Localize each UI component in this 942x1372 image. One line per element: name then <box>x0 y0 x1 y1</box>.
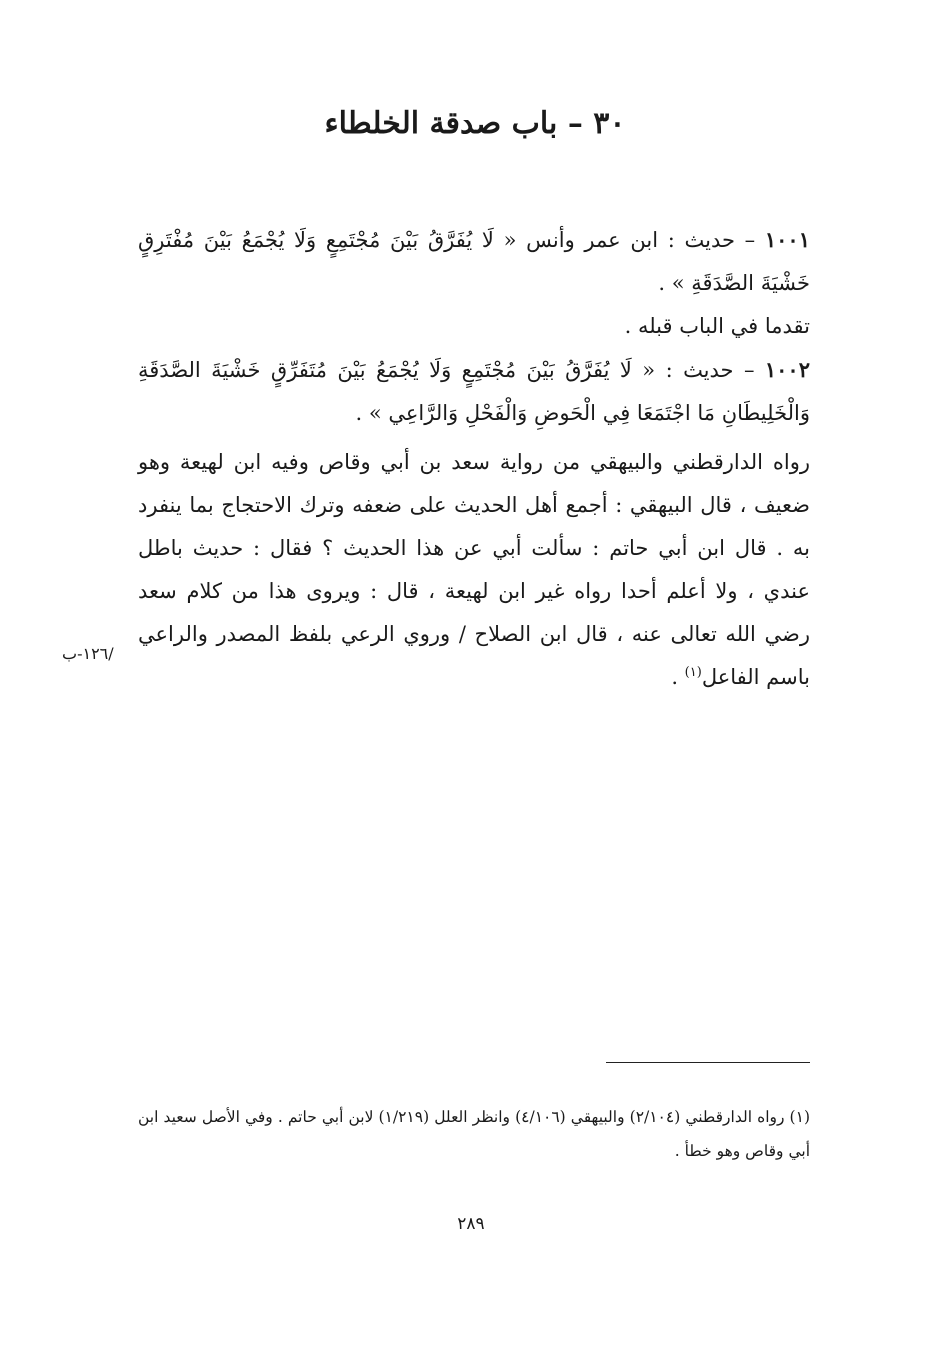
hadith-1001-note: تقدما في الباب قبله . <box>624 314 810 338</box>
footnote-reference: (١) <box>684 665 702 680</box>
hadith-1002 <box>138 348 810 435</box>
commentary-text: رواه الدارقطني والبيهقي من رواية سعد بن أبي وقاص وفيه ابن لهيعة وهو ضعيف ، قال البيهقي : أجمع أهل الحديث على ضعفه وترك الاحتجاج بما ينفرد به . قال ابن أبي حاتم : سألت أبي عن هذا الحديث ؟ فقال : حديث باطل عندي ، ولا أعلم أحدا رواه غير ابن لهيعة ، قال : ويروى هذا من كلام سعد رضي الله تعالى عنه ، قال ابن الصلاح / وروي الرعي بلفظ المصدر والراعي باسم الفاعل <box>138 450 810 689</box>
hadith-text: – حديث : « لَا يُفَرَّقُ بَيْنَ مُجْتَمِعٍ وَلَا يُجْمَعُ بَيْنَ مُتَفَرِّقٍ خَشْيَةَ الصَّدَقَةِ وَالْخَلِيطَانِ مَا اجْتَمَعَا فِي الْحَوضِ وَالْفَحْلِ وَالرَّاعِي » . <box>138 358 810 425</box>
commentary-end: . <box>671 665 685 689</box>
hadith-number: ١٠٠٢ <box>764 357 810 382</box>
main-text <box>138 218 810 699</box>
footnote-divider <box>606 1062 810 1063</box>
chapter-title: ٣٠ – باب صدقة الخلطاء <box>324 106 626 141</box>
hadith-1002-commentary <box>138 441 810 699</box>
footnotes <box>138 1100 810 1168</box>
hadith-1001 <box>138 218 810 305</box>
manuscript-folio-note: /١٢٦-ب <box>62 644 114 663</box>
footnote-1: (١) رواه الدارقطني (٢/١٠٤) والبيهقي (٤/١٠٦) وانظر العلل (١/٢١٩) لابن أبي حاتم . وفي الأصل سعيد ابن أبي وقاص وهو خطأ . <box>138 1108 810 1160</box>
hadith-text: – حديث : ابن عمر وأنس « لَا يُفَرَّقُ بَيْنَ مُجْتَمِعٍ وَلَا يُجْمَعُ بَيْنَ مُفْتَرِقٍ خَشْيَةَ الصَّدَقَةِ » . <box>138 228 810 295</box>
hadith-number: ١٠٠١ <box>764 227 810 252</box>
page-number: ٢٨٩ <box>457 1214 485 1234</box>
